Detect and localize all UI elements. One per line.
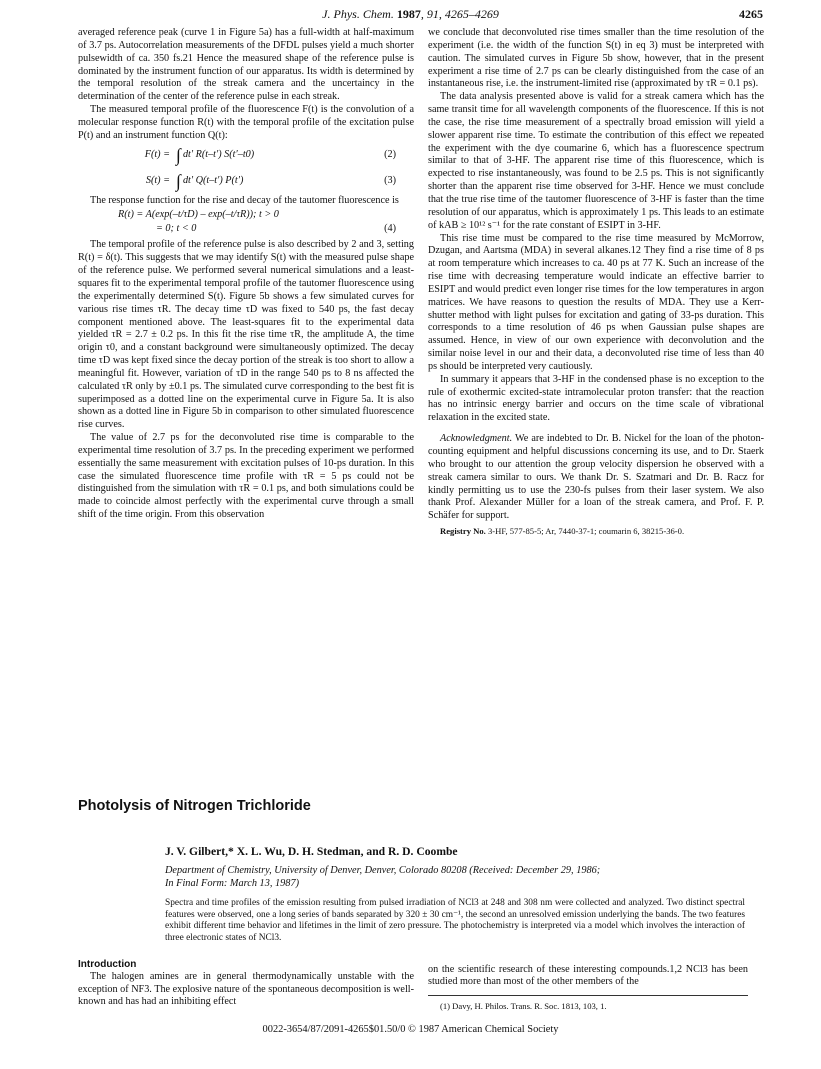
copyright-footer: 0022-3654/87/2091-4265$01.50/0 © 1987 American Chemical Society — [262, 1024, 559, 1035]
footnote: (1) Davy, H. Philos. Trans. R. Soc. 1813, 103, 1. — [440, 1001, 607, 1011]
paragraph: The temporal profile of the reference pulse is also described by 2 and 3, setting R(t) = δ(t). This suggests that we may identify S(t) with the measured pulse shape of the reference pulse. We performed several numerical simulations and a least-squares fit to the experimental temporal profile of the tautomer fluorescence using the experimentally determined S(t). Figure 5b shows a few simulated curves for various rise times τR. The decay time τD was fixed to 540 ps, the fast decay component mentioned above. The least-squares fit to the experimental data yielded τR = 2.7 ± 0.2 ps. In this fit the rise time τR, the amplitude A, the time origin τ0, and a constant background were simultaneously optimized. The decay time τD was kept fixed since the decay portion of the streak is too short to allow a meaningful fit. However, variation of τD in the range 540 ps to 8 ns affected the calculated τR only by ±0.1 ps. The simulated curve corresponding to the best fit is superimposed as a dotted line on the experimental curve in Figure 5a. It is also shown as a dotted line in Figure 5b in comparison to other simulated fluorescence rise curves. — [78, 239, 414, 431]
equation-number: (3) — [384, 175, 396, 187]
equation-number: (2) — [384, 149, 396, 161]
journal-year: 1987 — [396, 7, 421, 21]
paragraph: The halogen amines are in general thermodynamically unstable with the exception of NF3. The explosive nature of the spontaneous decomposition is well-known and has had an inhibiting effect — [78, 971, 414, 1008]
registry-label: Registry No. — [440, 526, 486, 537]
acknowledgment-text: We are indebted to Dr. B. Nickel for the loan of the photon-counting equipment and helpful discussions concerning its use, and to Dr. Staerk who brought to our attention the group velocity dispersion he observed with a streak camera similar to ours. We thank Dr. S. Szatmari and Dr. B. Racz for kindly permitting us to use the 230-fs pulses from their laser system. We also thank Prof. Alexander Müller for a loan of the streak camera, and Prof. F. P. Schäfer for support. — [428, 433, 764, 522]
section-heading: Introduction — [78, 959, 137, 970]
affiliation — [165, 864, 745, 890]
acknowledgment-label: Acknowledgment. — [440, 433, 513, 445]
paragraph: The value of 2.7 ps for the deconvoluted rise time is comparable to the experimental time resolution of 3.7 ps. In the preceding experiment we performed essentially the same measurement with excitation pulses of 10-ps duration. In this case the simulated fluorescence time profile with τR = 5 ps could not be distinguished from the simulation with τR = 0.1 ps, and both simulations could be made to coincide almost perfectly with the experimental curve through a small shift of the time origin. From this observation — [78, 432, 414, 521]
page-number: 4265 — [739, 7, 763, 21]
journal-name: J. Phys. Chem. — [322, 7, 394, 21]
article-title: Photolysis of Nitrogen Trichloride — [78, 798, 311, 814]
equation-4 — [78, 209, 414, 237]
left-column — [78, 27, 414, 522]
equation-3 — [78, 169, 414, 195]
equation-rhs: dt′ Q(t–t′) P(t′) — [182, 175, 244, 187]
abstract: Spectra and time profiles of the emission resulting from pulsed irradiation of NCl3 at 248 and 308 nm were collected and analyzed. Two distinct spectral features were observed, one a long series of bands separated by 320 ± 30 cm⁻¹, the second an unresolved emission underlying the bands. The two features exhibit different time behavior and lifetimes in the limit of zero pressure. The photochemistry is interpreted via a model which involves the interaction of three electronic states of NCl3. — [165, 898, 745, 943]
equation-lhs: S(t) = — [145, 175, 170, 187]
volume-pages: 91, 4265–4269 — [426, 7, 499, 21]
registry-text: 3-HF, 577-85-5; Ar, 7440-37-1; coumarin 6, 38215-36-0. — [487, 526, 685, 537]
affiliation-line: Department of Chemistry, University of Denver, Denver, Colorado 80208 (Received: December 29, 1986; — [165, 865, 601, 876]
equation-rhs: dt′ R(t–t′) S(t′–t0) — [182, 149, 255, 161]
equation-line: = 0; t < 0 — [156, 223, 197, 235]
introduction-left — [78, 959, 414, 1009]
paragraph: The measured temporal profile of the fluorescence F(t) is the convolution of a molecular response function R(t) with the temporal profile of the excitation pulse P(t) and an instrument function Q(t): — [78, 104, 414, 141]
paragraph: we conclude that deconvoluted rise times smaller than the time resolution of the experiment (i.e. the width of the function S(t) in eq 3) must be interpreted with caution. The simulated curves in Figure 5b show, however, that in the present experiment a rise time of 2.7 ps can be clearly distinguished from the case of an instantaneous rise, i.e. the instrument-limited rise (approximated by τR = 0.1 ps). — [428, 27, 764, 90]
affiliation-line: In Final Form: March 13, 1987) — [165, 878, 300, 889]
paragraph: This rise time must be compared to the rise time measured by McMorrow, Dzugan, and Aartsma (MDA) in several alkanes.12 They find a rise time of 8 ps at room temperature which increases to ca. 40 ps at 77 K. Such an increase of the rise time with decreasing temperature would indicate an effective barrier to ESIPT and would predict even longer rise times for the low temperatures in argon matrices. We have reasons to question the results of MDA. They use a Kerr-shutter method with light pulses for excitation and gating of 33-ps duration. This corresponds to a time resolution of 46 ps when Gaussian pulse shapes are assumed. Hence, in view of our own experience with deconvolution and the similar noise level in our and their data, a deconvoluted rise time of less than 40 ps should be interpreted very cautiously. — [428, 232, 764, 372]
integral-sign: ∫ — [176, 171, 181, 192]
authors: J. V. Gilbert,* X. L. Wu, D. H. Stedman, and R. D. Coombe — [165, 845, 458, 858]
running-header: J. Phys. Chem. 1987, 91, 4265–4269 — [322, 7, 499, 21]
right-column — [428, 27, 764, 538]
introduction-right: on the scientific research of these interesting compounds.1,2 NCl3 has been studied more than most of the other members of the — [428, 964, 748, 988]
integral-sign: ∫ — [176, 145, 181, 166]
acknowledgment — [428, 433, 764, 523]
paragraph: The response function for the rise and decay of the tautomer fluorescence is — [90, 194, 399, 206]
equation-line: R(t) = A(exp(–t/τD) – exp(–t/τR)); t > 0 — [118, 209, 279, 221]
equation-number: (4) — [384, 223, 396, 235]
equation-2 — [78, 143, 414, 169]
paragraph: The data analysis presented above is valid for a streak camera which has the same transit time for all wavelength components of the fluorescence. If this is not the case, the rise time measurement of a spectrally broad emission will yield a slower apparent rise time. To estimate the contribution of this effect we repeated the experiment with the dye coumarine 6, which has a fluorescence spectrum similar to that of 3-HF. The apparent rise time of this fluorescence, which is expected to rise instantaneously, was found to be 2.5 ps. This is not significantly shorter than the apparent rise time observed for 3-HF. Hence we must conclude that the true rise time of the tautomer fluorescence of 3-HF is faster than the time resolution of our apparatus, which is approximately 1 ps. This leads to an estimate of kAB ≥ 10¹² s⁻¹ for the rate constant of ESIPT in 3-HF. — [428, 91, 764, 231]
registry-numbers — [428, 525, 764, 538]
footnote-rule — [428, 995, 748, 996]
paragraph: In summary it appears that 3-HF in the condensed phase is no exception to the rule of exothermic excited-state intramolecular proton transfer: that the reaction has no intrinsic energy barrier and occurs on the time scale of vibrational relaxation in the excited state. — [428, 373, 764, 424]
equation-lhs: F(t) = — [144, 149, 170, 161]
paragraph: averaged reference peak (curve 1 in Figure 5a) has a full-width at half-maximum of 3.7 ps. Autocorrelation measurements of the DFDL pulses yield a much shorter pulsewidth of ca. 350 fs.21 Hence the measured shape of the reference pulse is dominated by the instrument function of our apparatus. Its width is determined by the temporal resolution of the streak camera and the uncertaincy in the determination of the center of the reference pulse in each streak. — [78, 27, 414, 103]
